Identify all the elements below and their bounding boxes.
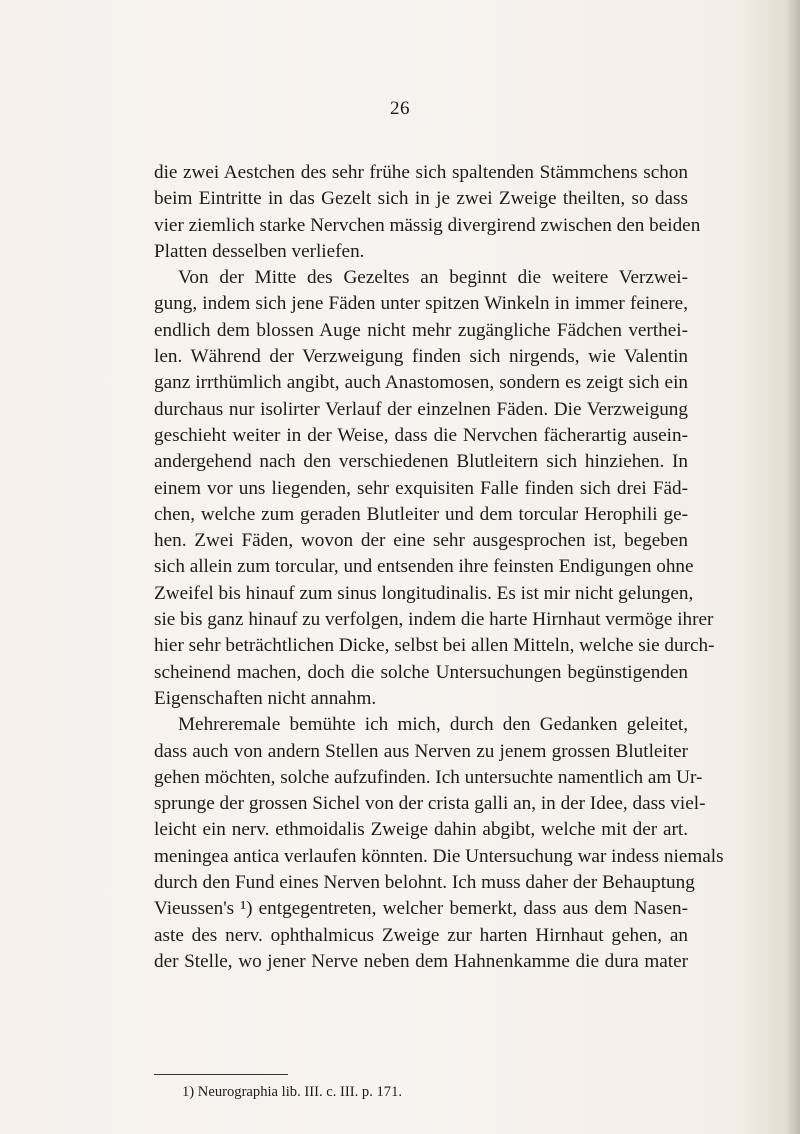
text-line: gehen möchten, solche aufzufinden. Ich untersuchte namentlich am Ur-: [154, 766, 703, 788]
text-line: ganz irrthümlich angibt, auch Anastomosen, sondern es zeigt sich ein: [154, 372, 688, 394]
text-line: len. Während der Verzweigung finden sich nirgends, wie Valentin: [154, 346, 688, 368]
body-text: [154, 160, 724, 975]
text-line: Zweifel bis hinauf zum sinus longitudinalis. Es ist mir nicht gelungen,: [154, 582, 694, 604]
text-line: Eigenschaften nicht annahm.: [154, 687, 377, 709]
text-line: meningea antica verlaufen könnten. Die Untersuchung war indess niemals: [154, 845, 724, 867]
text-line: Vieussen's ¹) entgegentreten, welcher bemerkt, dass aus dem Nasen-: [154, 898, 688, 920]
text-line: geschieht weiter in der Weise, dass die Nervchen fächerartig ausein-: [154, 424, 688, 446]
text-line: chen, welche zum geraden Blutleiter und dem torcular Herophili ge-: [154, 503, 688, 525]
text-line: sich allein zum torcular, und entsenden ihre feinsten Endigungen ohne: [154, 556, 694, 578]
text-line: durch den Fund eines Nerven belohnt. Ich muss daher der Behauptung: [154, 872, 695, 894]
text-line: gung, indem sich jene Fäden unter spitzen Winkeln in immer feinere,: [154, 293, 688, 315]
text-line: andergehend nach den verschiedenen Blutleitern sich hinziehen. In: [154, 451, 688, 473]
paragraph-start-line: Von der Mitte des Gezeltes an beginnt die weitere Verzwei-: [178, 267, 688, 289]
text-line: endlich dem blossen Auge nicht mehr zugängliche Fädchen verthei-: [154, 319, 688, 341]
text-line: vier ziemlich starke Nervchen mässig divergirend zwischen den beiden: [154, 214, 701, 236]
text-line: die zwei Aestchen des sehr frühe sich spaltenden Stämmchens schon: [154, 162, 688, 183]
footnote-divider: [154, 1074, 288, 1075]
text-line: sie bis ganz hinauf zu verfolgen, indem die harte Hirnhaut vermöge ihrer: [154, 609, 714, 631]
text-line: durchaus nur isolirter Verlauf der einzelnen Fäden. Die Verzweigung: [154, 398, 688, 420]
text-line: sprunge der grossen Sichel von der crista galli an, in der Idee, dass viel-: [154, 793, 706, 815]
text-line: Platten desselben verliefen.: [154, 240, 365, 262]
paragraph-start-line: Mehreremale bemühte ich mich, durch den Gedanken geleitet,: [178, 714, 688, 736]
text-line: einem vor uns liegenden, sehr exquisiten Falle finden sich drei Fäd-: [154, 477, 688, 499]
text-line: der Stelle, wo jener Nerve neben dem Hahnenkamme die dura mater: [154, 950, 688, 972]
text-line: beim Eintritte in das Gezelt sich in je zwei Zweige theilten, so dass: [154, 188, 688, 210]
text-line: aste des nerv. ophthalmicus Zweige zur harten Hirnhaut gehen, an: [154, 924, 688, 946]
text-line: hier sehr beträchtlichen Dicke, selbst bei allen Mitteln, welche sie durch-: [154, 635, 715, 657]
page-number: 26: [390, 98, 410, 119]
text-line: hen. Zwei Fäden, wovon der eine sehr ausgesprochen ist, begeben: [154, 530, 688, 552]
text-line: scheinend machen, doch die solche Untersuchungen begünstigenden: [154, 661, 688, 683]
text-line: leicht ein nerv. ethmoidalis Zweige dahin abgibt, welche mit der art.: [154, 819, 688, 841]
page-edge-shadow: [786, 0, 800, 1134]
footnote: 1) Neurographia lib. III. c. III. p. 171.: [182, 1084, 403, 1100]
text-line: dass auch von andern Stellen aus Nerven zu jenem grossen Blutleiter: [154, 740, 688, 762]
